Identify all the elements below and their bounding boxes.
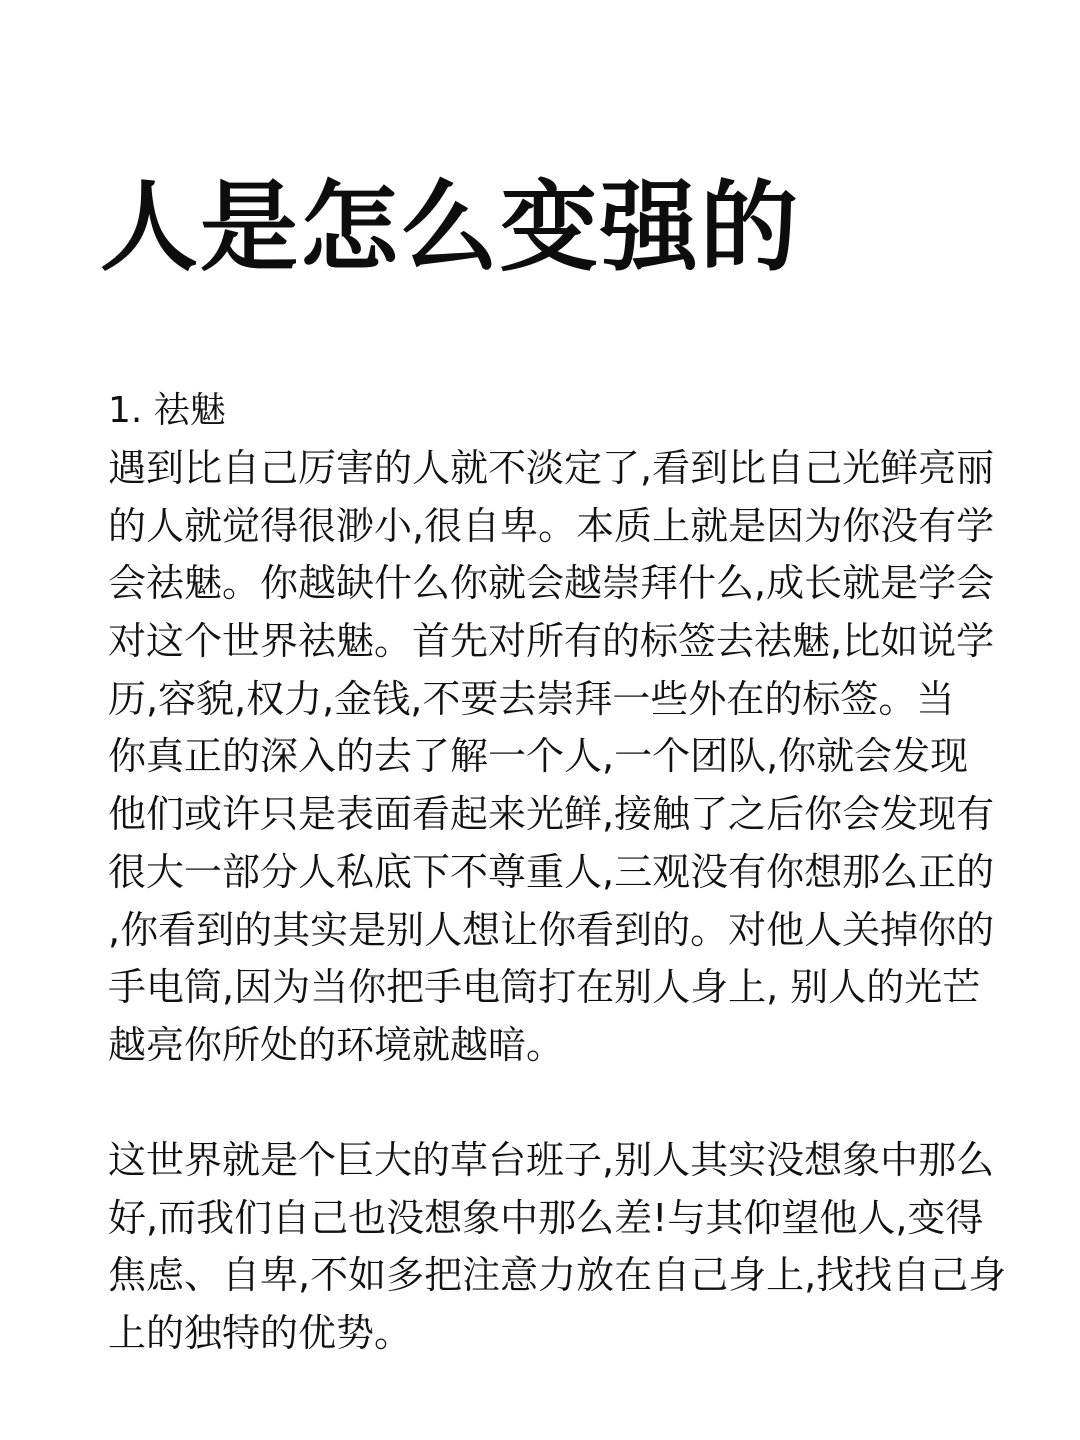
paragraph-line: 他们或许只是表面看起来光鲜,接触了之后你会发现有 [108, 792, 995, 837]
paragraph-line: 越亮你所处的环境就越暗。 [108, 1022, 565, 1067]
paragraph-line: 的人就觉得很渺小,很自卑。本质上就是因为你没有学 [108, 503, 995, 548]
paragraph-line: 这世界就是个巨大的草台班子,别人其实没想象中那么 [108, 1138, 995, 1182]
paragraph-line: 对这个世界祛魅。首先对所有的标签去祛魅,比如说学 [108, 619, 995, 664]
paragraph-line: 好,而我们自己也没想象中那么差!与其仰望他人,变得 [108, 1195, 984, 1240]
paragraph-line: 手电筒,因为当你把手电筒打在别人身上, 别人的光芒 [108, 965, 981, 1010]
paragraph-line: 很大一部分人私底下不尊重人,三观没有你想那么正的 [108, 849, 995, 894]
paragraph-line: ,你看到的其实是别人想让你看到的。对他人关掉你的 [108, 907, 995, 952]
article-title: 人是怎么变强的 [100, 171, 801, 285]
paragraph-line: 你真正的深入的去了解一个人,一个团队,你就会发现 [108, 734, 969, 779]
paragraph-line: 焦虑、自卑,不如多把注意力放在自己身上,找找自己身 [108, 1253, 1007, 1298]
paragraph-line: 上的独特的优势。 [108, 1311, 413, 1356]
paragraph-line: 遇到比自己厉害的人就不淡定了,看到比自己光鲜亮丽 [108, 446, 995, 490]
paragraph-line: 会祛魅。你越缺什么你就会越崇拜什么,成长就是学会 [108, 561, 995, 606]
paragraph-1 [108, 440, 995, 1075]
section-heading: 1. 祛魅 [108, 390, 226, 431]
paragraph-line: 历,容貌,权力,金钱,不要去崇拜一些外在的标签。当 [108, 676, 955, 721]
paragraph-2 [108, 1132, 1007, 1363]
